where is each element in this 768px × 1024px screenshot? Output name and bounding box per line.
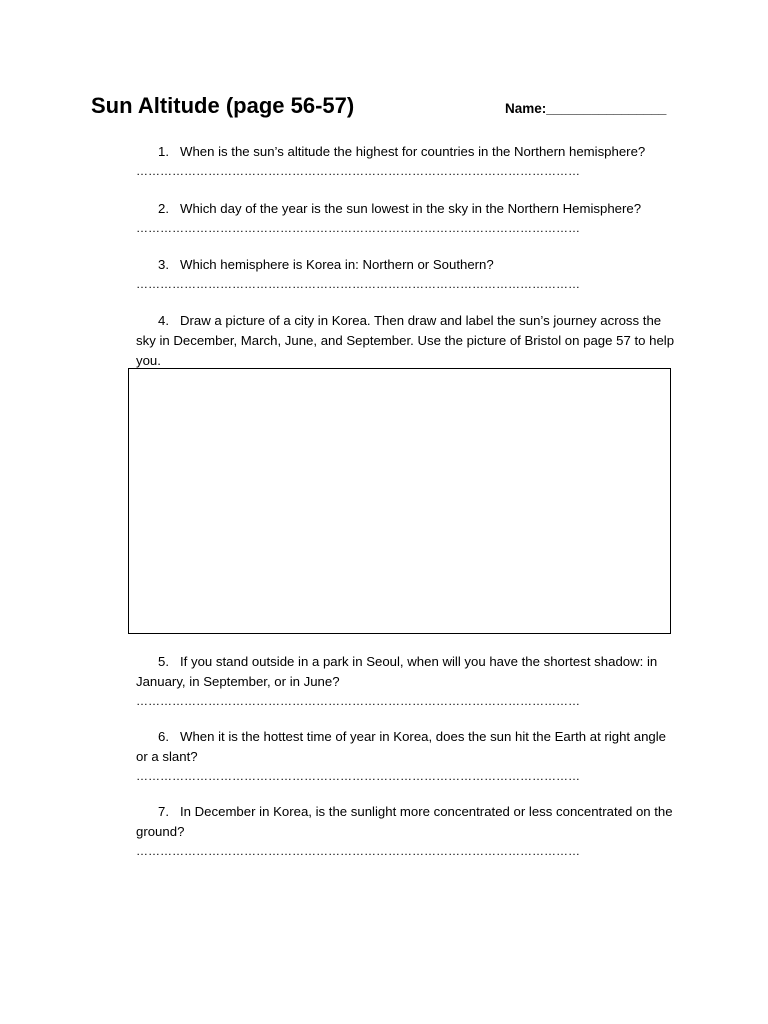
name-field[interactable]: Name:________________ <box>505 101 667 116</box>
question-text: When it is the hottest time of year in Korea, does the sun hit the Earth at right angle or a slant? <box>136 729 667 764</box>
question-5 <box>136 652 681 710</box>
answer-line[interactable]: ………………………………………………………………………………………………… <box>136 694 580 708</box>
question-number: 3. <box>158 257 169 272</box>
answer-line[interactable]: ………………………………………………………………………………………………… <box>136 769 580 783</box>
question-6 <box>136 727 681 785</box>
question-1 <box>136 142 681 180</box>
question-text: In December in Korea, is the sunlight more concentrated or less concentrated on the ground? <box>136 804 673 839</box>
question-text: Draw a picture of a city in Korea. Then draw and label the sun’s journey across the sky in December, March, June, and September. Use the picture of Bristol on page 57 to help you. <box>136 313 675 368</box>
question-text: When is the sun’s altitude the highest for countries in the Northern hemisphere? <box>180 144 646 159</box>
question-4 <box>136 311 681 371</box>
drawing-box[interactable] <box>128 368 671 634</box>
answer-line[interactable]: ………………………………………………………………………………………………… <box>136 277 580 291</box>
question-number: 2. <box>158 201 169 216</box>
question-text: Which hemisphere is Korea in: Northern or Southern? <box>180 257 494 272</box>
answer-line[interactable]: ………………………………………………………………………………………………… <box>136 844 580 858</box>
question-7 <box>136 802 681 860</box>
question-number: 6. <box>158 729 169 744</box>
question-3 <box>136 255 681 293</box>
question-2 <box>136 199 681 237</box>
question-text: If you stand outside in a park in Seoul, when will you have the shortest shadow: in January, in September, or in June? <box>136 654 658 689</box>
question-text: Which day of the year is the sun lowest in the sky in the Northern Hemisphere? <box>180 201 642 216</box>
question-number: 4. <box>158 313 169 328</box>
answer-line[interactable]: ………………………………………………………………………………………………… <box>136 221 580 235</box>
answer-line[interactable]: ………………………………………………………………………………………………… <box>136 164 580 178</box>
question-number: 5. <box>158 654 169 669</box>
page-title: Sun Altitude (page 56-57) <box>91 93 355 118</box>
question-number: 1. <box>158 144 169 159</box>
question-number: 7. <box>158 804 169 819</box>
